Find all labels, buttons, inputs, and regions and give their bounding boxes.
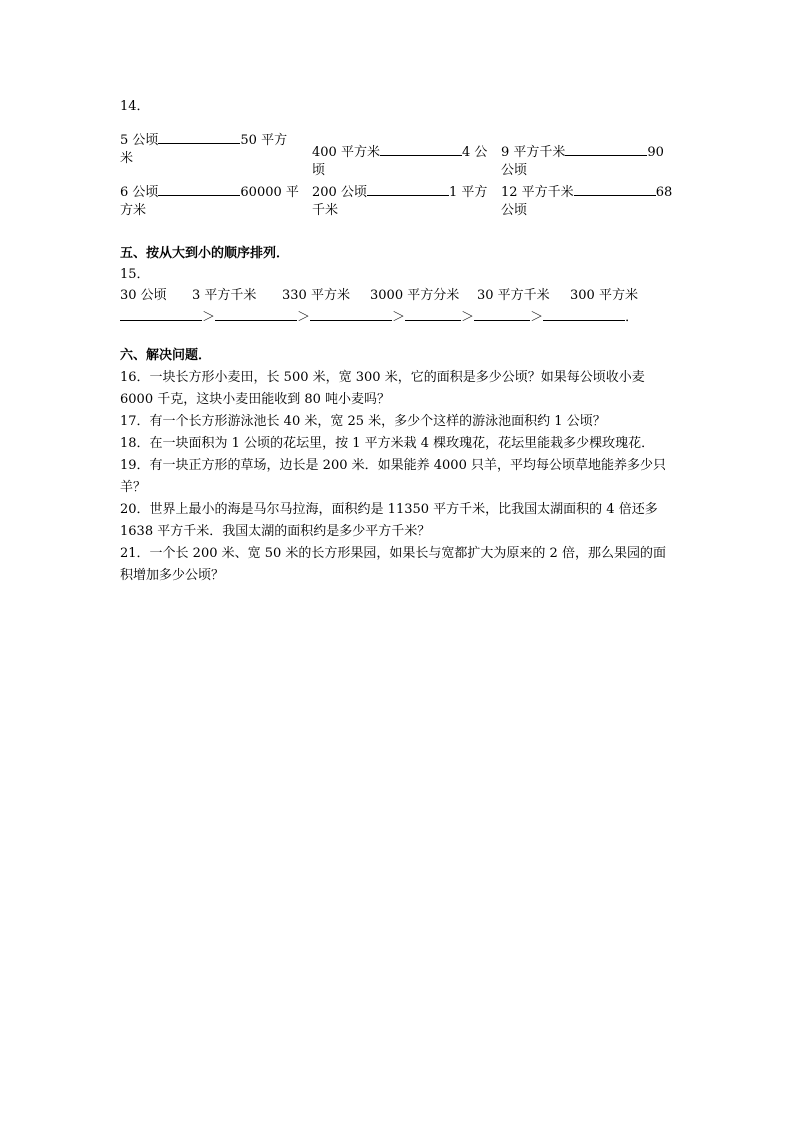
q14-cell-4-post: 60000 平 <box>240 185 299 200</box>
problem-17: 17．有一个长方形游泳池长 40 米，宽 25 米，多少个这样的游泳池面积约 1 公顷？ <box>120 414 606 429</box>
answer-blank[interactable] <box>367 182 449 196</box>
question-14-number: 14． <box>120 99 150 114</box>
q15-item-2: 3 平方千米 <box>192 288 257 303</box>
q14-cell-5-pre: 200 公顷 <box>312 185 367 200</box>
q14-cell-2-post: 4 公 <box>461 145 488 160</box>
q15-item-6: 300 平方米 <box>570 288 638 303</box>
q14-cell-3-post: 90 <box>647 145 664 160</box>
greater-than-sign: ＞ <box>392 310 406 325</box>
answer-blank[interactable] <box>310 307 392 321</box>
q14-cell-4-wrap: 方米 <box>120 203 147 218</box>
q15-item-1: 30 公顷 <box>120 288 167 303</box>
q15-item-5: 30 平方千米 <box>477 288 550 303</box>
answer-blank[interactable] <box>543 307 625 321</box>
problem-16: 16．一块长方形小麦田，长 500 米，宽 300 米，它的面积是多少公顷？如果每公顷收小麦 6000 千克，这块小麦田能收到 80 吨小麦吗？ <box>120 370 645 407</box>
q14-cell-3-wrap: 公顷 <box>501 163 528 178</box>
greater-than-sign: ＞ <box>202 310 216 325</box>
q14-cell-5 <box>312 182 487 202</box>
q14-cell-5-post: 1 平方 <box>448 185 488 200</box>
q14-cell-4-pre: 6 公顷 <box>120 185 159 200</box>
q14-cell-3 <box>501 142 664 162</box>
greater-than-sign: ＞ <box>530 310 544 325</box>
end-period: ． <box>625 310 639 325</box>
answer-blank[interactable] <box>120 307 202 321</box>
q14-cell-6-post: 68 <box>655 185 673 200</box>
section-6-heading: 六、解决问题． <box>120 348 212 363</box>
q14-cell-2-wrap: 顷 <box>312 163 326 178</box>
answer-blank[interactable] <box>405 307 461 321</box>
q14-cell-6-pre: 12 平方千米 <box>501 185 574 200</box>
q15-answer-row <box>120 307 638 327</box>
q14-cell-4 <box>120 182 299 202</box>
answer-blank[interactable] <box>158 182 240 196</box>
answer-blank[interactable] <box>158 130 240 144</box>
q14-cell-1 <box>120 130 287 150</box>
answer-blank[interactable] <box>215 307 297 321</box>
q14-cell-6 <box>501 182 672 202</box>
problem-21: 21．一个长 200 米、宽 50 米的长方形果园，如果长与宽都扩大为原来的 2 倍，那么果园的面积增加多少公顷？ <box>120 546 666 583</box>
q14-cell-1-wrap: 米 <box>120 151 134 166</box>
problem-19: 19．有一块正方形的草场，边长是 200 米．如果能养 4000 只羊，平均每公顷草地能养多少只羊？ <box>120 458 666 495</box>
q14-cell-1-post: 50 平方 <box>240 133 288 148</box>
question-15-number: 15． <box>120 267 150 282</box>
q15-item-3: 330 平方米 <box>282 288 350 303</box>
q14-cell-1-pre: 5 公顷 <box>120 133 159 148</box>
answer-blank[interactable] <box>380 142 462 156</box>
answer-blank[interactable] <box>565 142 647 156</box>
q14-cell-6-wrap: 公顷 <box>501 203 528 218</box>
answer-blank[interactable] <box>474 307 530 321</box>
section-5-heading: 五、按从大到小的顺序排列． <box>120 246 290 261</box>
answer-blank[interactable] <box>574 182 656 196</box>
greater-than-sign: ＞ <box>461 310 475 325</box>
q15-item-4: 3000 平方分米 <box>370 288 460 303</box>
problem-18: 18．在一块面积为 1 公顷的花坛里，按 1 平方米栽 4 棵玫瑰花，花坛里能栽多少棵玫瑰花． <box>120 436 655 451</box>
greater-than-sign: ＞ <box>297 310 311 325</box>
q14-cell-5-wrap: 千米 <box>312 203 339 218</box>
problem-20: 20．世界上最小的海是马尔马拉海，面积约是 11350 平方千米，比我国太湖面积的 4 倍还多 1638 平方千米．我国太湖的面积约是多少平方千米？ <box>120 502 658 539</box>
q14-cell-3-pre: 9 平方千米 <box>501 145 566 160</box>
q14-cell-2-pre: 400 平方米 <box>312 145 380 160</box>
q14-cell-2 <box>312 142 487 162</box>
